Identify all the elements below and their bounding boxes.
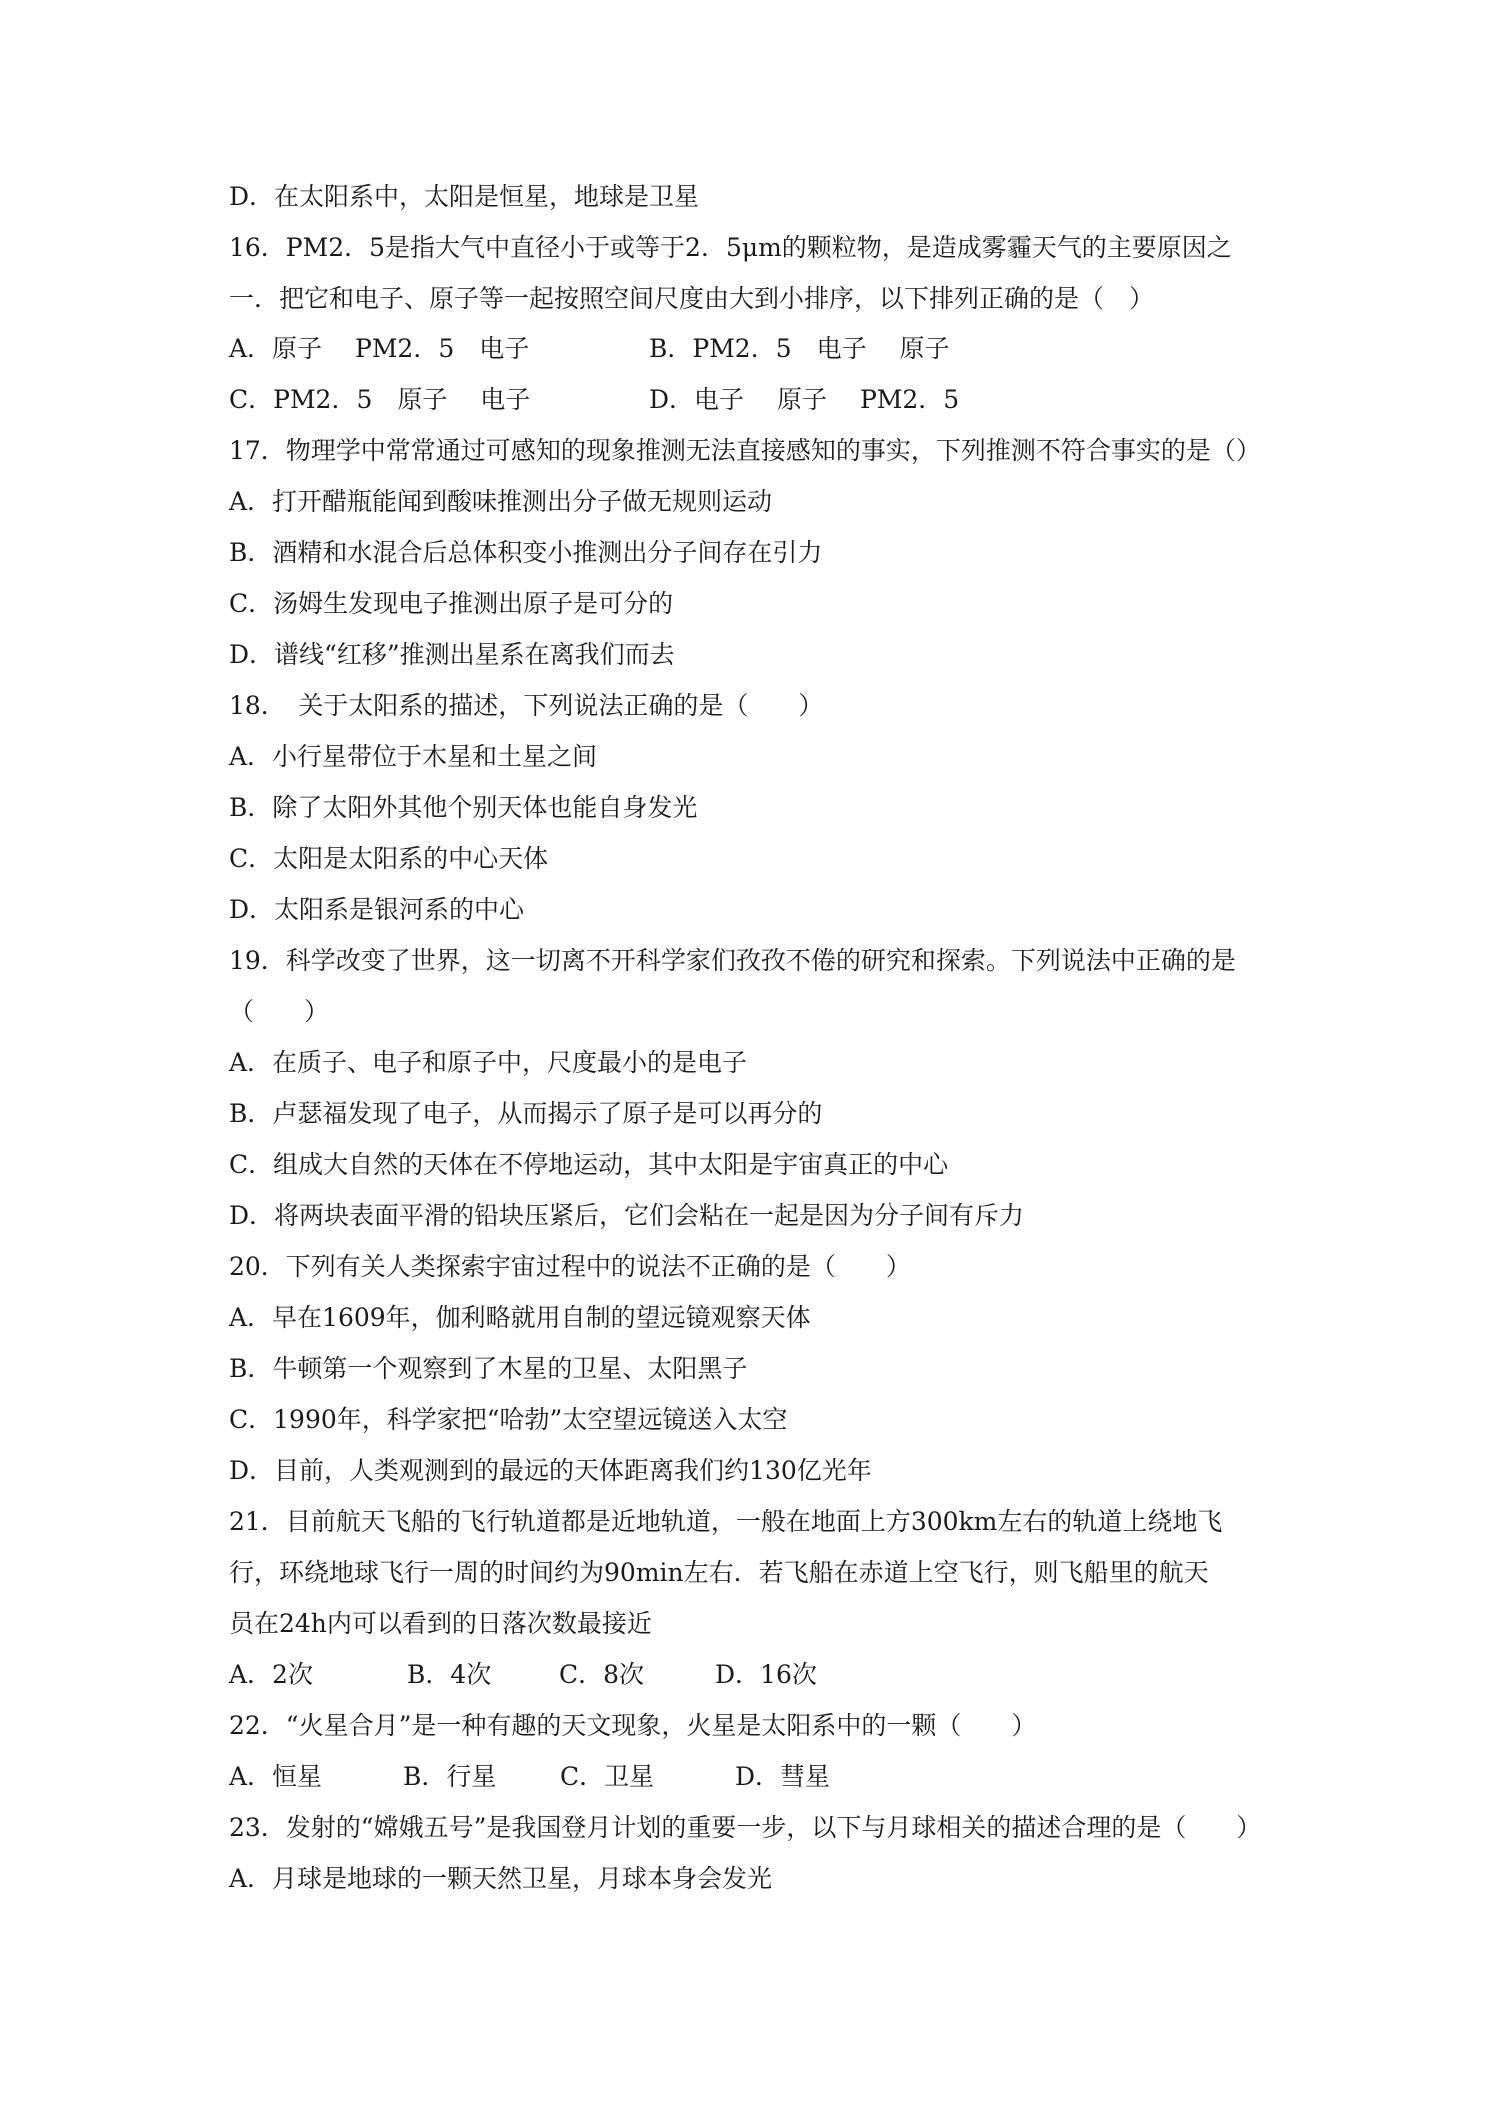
q18-option-c: C．太阳是太阳系的中心天体 — [229, 844, 549, 873]
q17-option-a: A．打开醋瓶能闻到酸味推测出分子做无规则运动 — [229, 487, 773, 516]
q20-option-a: A．早在1609年，伽利略就用自制的望远镜观察天体 — [229, 1303, 811, 1332]
q17-option-b: B．酒精和水混合后总体积变小推测出分子间存在引力 — [229, 538, 823, 567]
q17-stem: 17．物理学中常常通过可感知的现象推测无法直接感知的事实，下列推测不符合事实的是（） — [229, 436, 1261, 465]
q19-stem-line-1: 19．科学改变了世界，这一切离不开科学家们孜孜不倦的研究和探索。下列说法中正确的是 — [229, 946, 1236, 975]
q21-option-c: C．8次 — [559, 1660, 645, 1689]
q15-option-d: D．在太阳系中，太阳是恒星，地球是卫星 — [229, 182, 700, 211]
q22-option-a: A．恒星 — [229, 1762, 323, 1791]
q19-option-b: B．卢瑟福发现了电子，从而揭示了原子是可以再分的 — [229, 1099, 823, 1128]
q21-option-a: A．2次 — [229, 1660, 313, 1689]
q23-stem: 23．发射的“嫦娥五号”是我国登月计划的重要一步，以下与月球相关的描述合理的是（ ） — [229, 1813, 1262, 1842]
q20-stem: 20．下列有关人类探索宇宙过程中的说法不正确的是（ ） — [229, 1252, 911, 1281]
q22-option-c: C．卫星 — [560, 1762, 655, 1791]
q22-option-b: B．行星 — [403, 1762, 497, 1791]
q19-option-c: C．组成大自然的天体在不停地运动，其中太阳是宇宙真正的中心 — [229, 1150, 949, 1179]
q21-stem-line-1: 21．目前航天飞船的飞行轨道都是近地轨道，一般在地面上方300km左右的轨道上绕地飞 — [229, 1507, 1223, 1536]
q19-option-a: A．在质子、电子和原子中，尺度最小的是电子 — [229, 1048, 748, 1077]
q16-stem-line-1: 16．PM2．5是指大气中直径小于或等于2．5μm的颗粒物，是造成雾霾天气的主要原因之 — [229, 233, 1232, 262]
q19-option-d: D．将两块表面平滑的铅块压紧后，它们会粘在一起是因为分子间有斥力 — [229, 1201, 1025, 1230]
q16-option-c: C．PM2．5 原子 电子 — [229, 385, 531, 414]
q16-option-b: B．PM2．5 电子 原子 — [649, 334, 950, 363]
q18-option-b: B．除了太阳外其他个别天体也能自身发光 — [229, 793, 698, 822]
q20-option-d: D．目前，人类观测到的最远的天体距离我们约130亿光年 — [229, 1456, 872, 1485]
q16-option-d: D．电子 原子 PM2．5 — [649, 385, 960, 414]
q21-stem-line-2: 行，环绕地球飞行一周的时间约为90min左右．若飞船在赤道上空飞行，则飞船里的航天 — [229, 1558, 1209, 1587]
q20-option-c: C．1990年，科学家把“哈勃”太空望远镜送入太空 — [229, 1405, 788, 1434]
q21-option-b: B．4次 — [407, 1660, 492, 1689]
q20-option-b: B．牛顿第一个观察到了木星的卫星、太阳黑子 — [229, 1354, 748, 1383]
q18-option-a: A．小行星带位于木星和土星之间 — [229, 742, 598, 771]
q18-option-d: D．太阳系是银河系的中心 — [229, 895, 525, 924]
q21-stem-line-3: 员在24h内可以看到的日落次数最接近 — [229, 1609, 652, 1638]
q23-option-a: A．月球是地球的一颗天然卫星，月球本身会发光 — [229, 1864, 773, 1893]
q18-stem: 18． 关于太阳系的描述，下列说法正确的是（ ） — [229, 691, 824, 720]
q17-option-d: D．谱线“红移”推测出星系在离我们而去 — [229, 640, 675, 669]
q19-stem-line-2: （ ） — [229, 997, 330, 1026]
q22-stem: 22．“火星合月”是一种有趣的天文现象，火星是太阳系中的一颗（ ） — [229, 1711, 1037, 1740]
q17-option-c: C．汤姆生发现电子推测出原子是可分的 — [229, 589, 674, 618]
q22-option-d: D．彗星 — [735, 1762, 831, 1791]
q16-stem-line-2: 一．把它和电子、原子等一起按照空间尺度由大到小排序，以下排列正确的是（ ） — [229, 284, 1155, 313]
q16-option-a: A．原子 PM2．5 电子 — [229, 334, 530, 363]
q21-option-d: D．16次 — [715, 1660, 817, 1689]
